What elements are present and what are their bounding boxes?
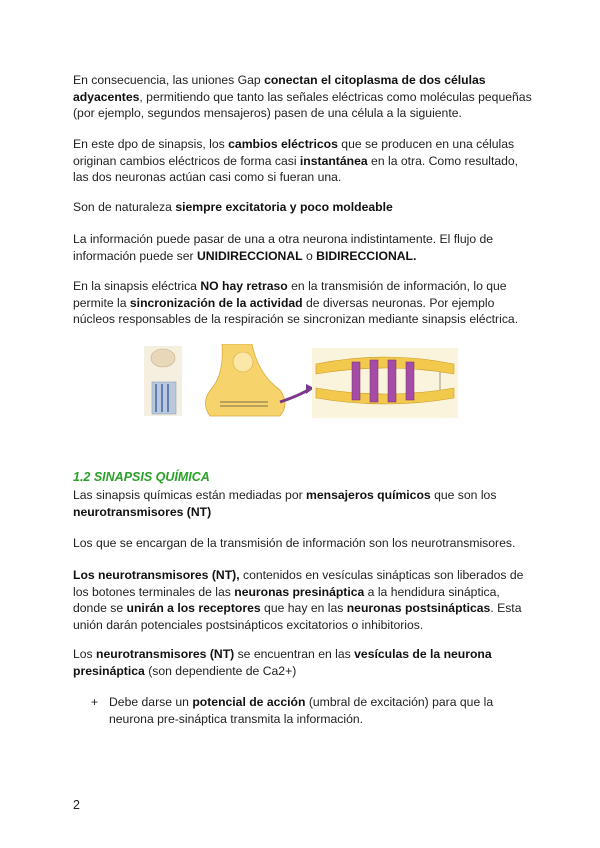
bold-text: UNIDIRECCIONAL: [196, 248, 303, 263]
text: se encuentran en las: [234, 647, 355, 661]
paragraph-information-flow: [73, 231, 533, 264]
bold-text: vesículas de la neurona presináptica: [73, 647, 492, 678]
bold-text: potencial de acción: [192, 695, 306, 709]
bold-text: BIDIRECCIONAL.: [316, 248, 417, 263]
paragraph-gap-junctions: [73, 72, 533, 122]
section-heading: 1.2 SINAPSIS QUÍMICA: [73, 470, 210, 484]
text: Son de naturaleza: [73, 200, 176, 214]
paragraph-chemical-synapses: [73, 487, 533, 520]
text: en la transmisión de información, lo que permite la: [73, 279, 507, 310]
arrow-icon: [280, 390, 308, 402]
text: o: [302, 248, 317, 263]
bold-text: siempre excitatoria y poco moldeable: [175, 200, 393, 214]
text: (umbral de excitación) para que la neurona pre-sináptica transmita la información.: [109, 695, 494, 726]
text: de diversas neuronas. Por ejemplo núcleos responsables de la respiración se sincronizan mediante sinapsis eléctrica.: [73, 295, 519, 327]
bold-text: NO hay retraso: [200, 279, 288, 293]
bold-text: cambios eléctricos: [228, 137, 338, 151]
text: Los: [73, 647, 97, 661]
bold-text: neurotransmisores (NT): [96, 647, 235, 661]
bullet-marker: +: [91, 695, 99, 709]
paragraph-nature: [73, 199, 533, 216]
text: En la sinapsis eléctrica: [73, 279, 201, 293]
text: La información puede pasar de una a otra neurona indistintamente. El flujo de información puede ser: [73, 232, 494, 263]
text: , permitiendo que tanto las señales eléctricas como moléculas pequeñas (por ejemplo, segundos mensajeros) pasen de una célula a la siguiente.: [73, 89, 532, 121]
text: contenidos en vesículas sinápticas son liberados de los botones terminales de las: [73, 568, 524, 599]
text: en la otra. Como resultado, las dos neuronas actúan casi como si fueran una.: [73, 153, 519, 185]
bold-text: sincronización de la actividad: [129, 295, 303, 310]
paragraph-no-delay: [73, 278, 533, 328]
text: que se producen en una células originan cambios eléctricos de forma casi: [73, 137, 515, 168]
bold-text: neuronas postsinápticas: [346, 601, 491, 616]
text: a la hendidura sináptica, donde se: [73, 584, 500, 616]
paragraph-transmission: [73, 535, 533, 552]
text: Los que se encargan de la transmisión de información son los neurotransmisores.: [73, 536, 516, 550]
bold-text: conectan el citoplasma de dos células adyacentes: [73, 73, 486, 104]
page-number: 2: [73, 798, 80, 812]
bold-text: instantánea: [299, 153, 368, 168]
paragraph-neurotransmitters: [73, 567, 533, 633]
text: . Esta unión darán potenciales postsinápticos excitatorios o inhibitorios.: [73, 601, 522, 632]
bullet-item-action-potential: [109, 694, 529, 727]
bold-text: unirán a los receptores: [126, 601, 261, 616]
bold-text: mensajeros químicos: [306, 488, 431, 502]
text: Debe darse un: [109, 695, 193, 709]
paragraph-electrical-changes: [73, 136, 533, 186]
text: (son dependiente de Ca2+): [144, 663, 297, 678]
text: En consecuencia, las uniones Gap: [73, 73, 265, 87]
text: En este dpo de sinapsis, los: [73, 137, 229, 151]
text: que son los: [430, 488, 497, 502]
text: Las sinapsis químicas están mediadas por: [73, 488, 307, 502]
paragraph-vesicles: [73, 646, 533, 679]
bold-text: neuronas presináptica: [234, 584, 365, 599]
bold-text: neurotransmisores (NT): [73, 504, 212, 519]
bold-text: Los neurotransmisores (NT),: [73, 568, 240, 582]
text: que hay en las: [260, 601, 347, 616]
gap-junction-illustration: [140, 344, 458, 420]
